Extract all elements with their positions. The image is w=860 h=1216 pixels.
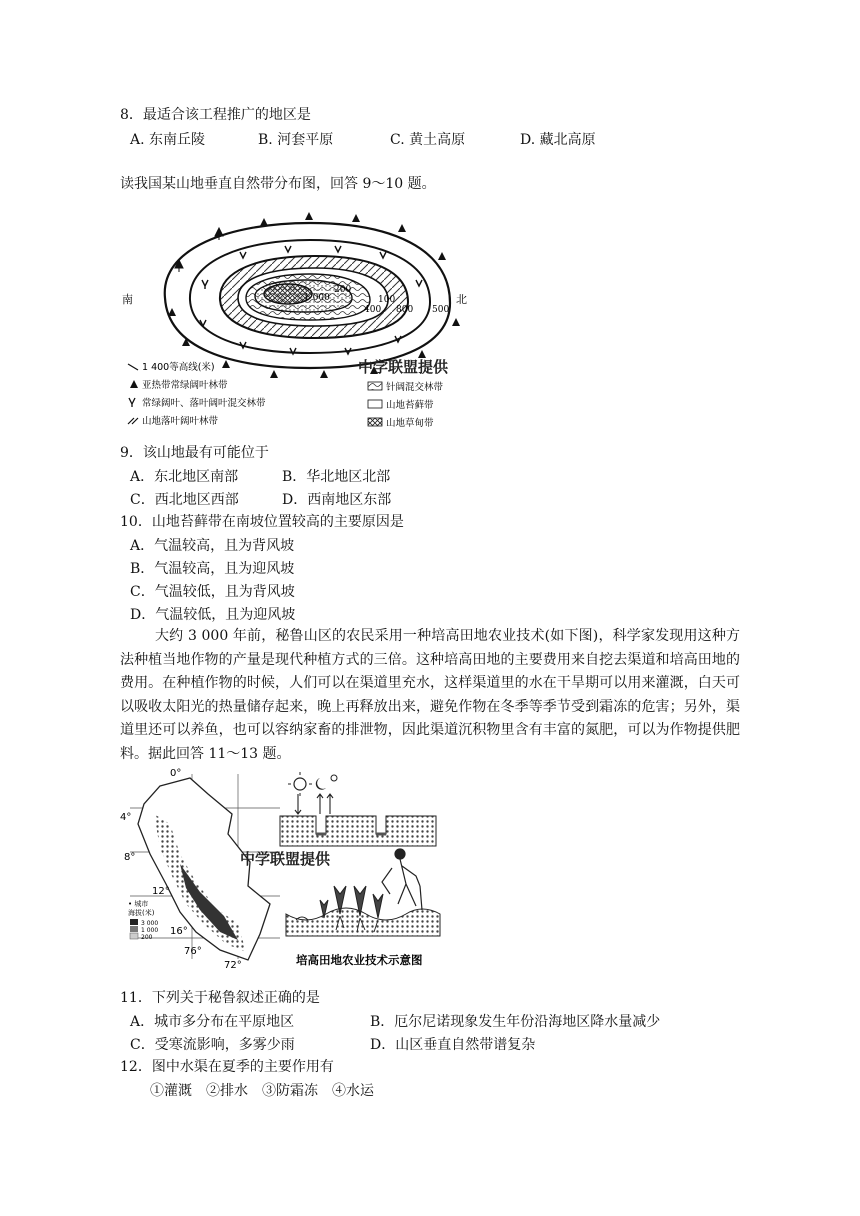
watermark-2: 中学联盟提供 xyxy=(240,850,331,868)
contour-label-400: 400 xyxy=(364,305,382,315)
moon-icon xyxy=(316,775,337,790)
vertical-zone-map xyxy=(120,208,480,440)
contour-label-100: 100 xyxy=(378,295,396,305)
q10-option-d[interactable]: D．气温较低，且为迎风坡 xyxy=(130,607,296,623)
q8-option-d[interactable]: D. 藏北高原 xyxy=(520,132,596,148)
sun-icon xyxy=(288,772,312,796)
q10-option-b[interactable]: B．气温较高，且为迎风坡 xyxy=(130,561,295,577)
q8-option-b[interactable]: B. 河套平原 xyxy=(258,132,334,148)
legend-1000: 1 000 xyxy=(141,927,159,934)
q11-option-a[interactable]: A．城市多分布在平原地区 xyxy=(130,1014,295,1030)
q8-stem: 8．最适合该工程推广的地区是 xyxy=(120,107,311,123)
watermark: 中学联盟提供 xyxy=(358,358,449,376)
farmer-illustration xyxy=(382,849,422,910)
q12-items: ①灌溉 ②排水 ③防霜冻 ④水运 xyxy=(150,1083,374,1099)
q11-stem: 11．下列关于秘鲁叙述正确的是 xyxy=(120,990,320,1006)
contour-label-1000: 1 000 xyxy=(304,293,330,303)
contour-label-500: 500 xyxy=(432,305,450,315)
q9-option-a[interactable]: A．东北地区南部 xyxy=(130,469,239,485)
label-south: 南 xyxy=(122,293,133,306)
legend-mixed-broadleaf: 常绿阔叶、落叶阔叶混交林带 xyxy=(142,398,266,409)
legend-city: • 城市 xyxy=(128,900,149,908)
figure-caption: 培高田地农业技术示意图 xyxy=(296,953,423,967)
q8-option-c[interactable]: C. 黄土高原 xyxy=(390,132,466,148)
q10-stem: 10．山地苔藓带在南坡位置较高的主要原因是 xyxy=(120,514,404,530)
legend-contour: 1 400等高线(米) xyxy=(142,362,215,373)
lat-4-label: 4° xyxy=(120,812,132,823)
field-soil xyxy=(286,908,440,936)
q10-option-c[interactable]: C．气温较低，且为背风坡 xyxy=(130,584,295,600)
lat-12-label: 12° xyxy=(152,886,170,897)
legend-deciduous: 山地落叶阔叶林带 xyxy=(142,416,219,427)
q11-option-d[interactable]: D．山区垂直自然带谱复杂 xyxy=(370,1037,536,1053)
q10-option-a[interactable]: A．气温较高，且为背风坡 xyxy=(130,538,295,554)
vertical-zone-figure xyxy=(120,208,480,440)
q11-option-b[interactable]: B．厄尔尼诺现象发生年份沿海地区降水量减少 xyxy=(370,1014,661,1030)
q8-option-a[interactable]: A. 东南丘陵 xyxy=(130,132,206,148)
lat-16-label: 16° xyxy=(170,926,188,937)
lat-0-label: 0° xyxy=(170,768,182,779)
lon-76-label: 76° xyxy=(184,946,202,957)
peru-figure xyxy=(120,764,450,974)
q9-stem: 9．该山地最有可能位于 xyxy=(120,445,269,461)
lon-72-label: 72° xyxy=(224,960,242,971)
legend-200: 200 xyxy=(141,934,153,941)
legend-moss: 山地苔藓带 xyxy=(386,400,434,411)
q9-option-b[interactable]: B．华北地区北部 xyxy=(282,469,391,485)
q9-option-c[interactable]: C．西北地区西部 xyxy=(130,492,239,508)
intro-9-10: 读我国某山地垂直自然带分布图，回答 9～10 题。 xyxy=(120,176,436,192)
legend-meadow: 山地草甸带 xyxy=(386,418,434,429)
contour-label-800: 800 xyxy=(396,305,414,315)
label-north: 北 xyxy=(456,293,467,306)
contour-label-200: 200 xyxy=(334,285,352,295)
q9-option-d[interactable]: D．西南地区东部 xyxy=(282,492,392,508)
legend-mixed-conifer: 针阔混交林带 xyxy=(386,382,444,393)
heat-arrows xyxy=(295,794,333,814)
passage-peru: 大约 3 000 年前，秘鲁山区的农民采用一种培高田地农业技术(如下图)，科学家发现用这种方法种植当地作物的产量是现代种植方式的三倍。这种培高田地的主要费用来自挖去渠道和培高田地的费用。在种植作物的时候，人们可以在渠道里充水，这样渠道里的水在干旱期可以用来灌溉，白天可以吸收太阳光的热量储存起来，晚上再释放出来，避免作物在冬季等季节受到霜冻的危害；另外，渠道里还可以养鱼，也可以容纳家畜的排泄物，因此渠道沉积物里含有丰富的氮肥，可以为作物提供肥料。据此回答 11～13 题。 xyxy=(120,628,740,762)
legend-evergreen: 亚热带常绿阔叶林带 xyxy=(142,380,228,391)
peru-map-and-diagram xyxy=(120,764,450,974)
raised-field-blocks xyxy=(280,816,436,846)
legend-3000: 3 000 xyxy=(141,920,159,927)
legend-altitude: 海拔(米) xyxy=(128,909,155,917)
lat-8-label: 8° xyxy=(124,852,136,863)
q11-option-c[interactable]: C．受寒流影响，多雾少雨 xyxy=(130,1037,295,1053)
q12-stem: 12．图中水渠在夏季的主要作用有 xyxy=(120,1059,334,1075)
